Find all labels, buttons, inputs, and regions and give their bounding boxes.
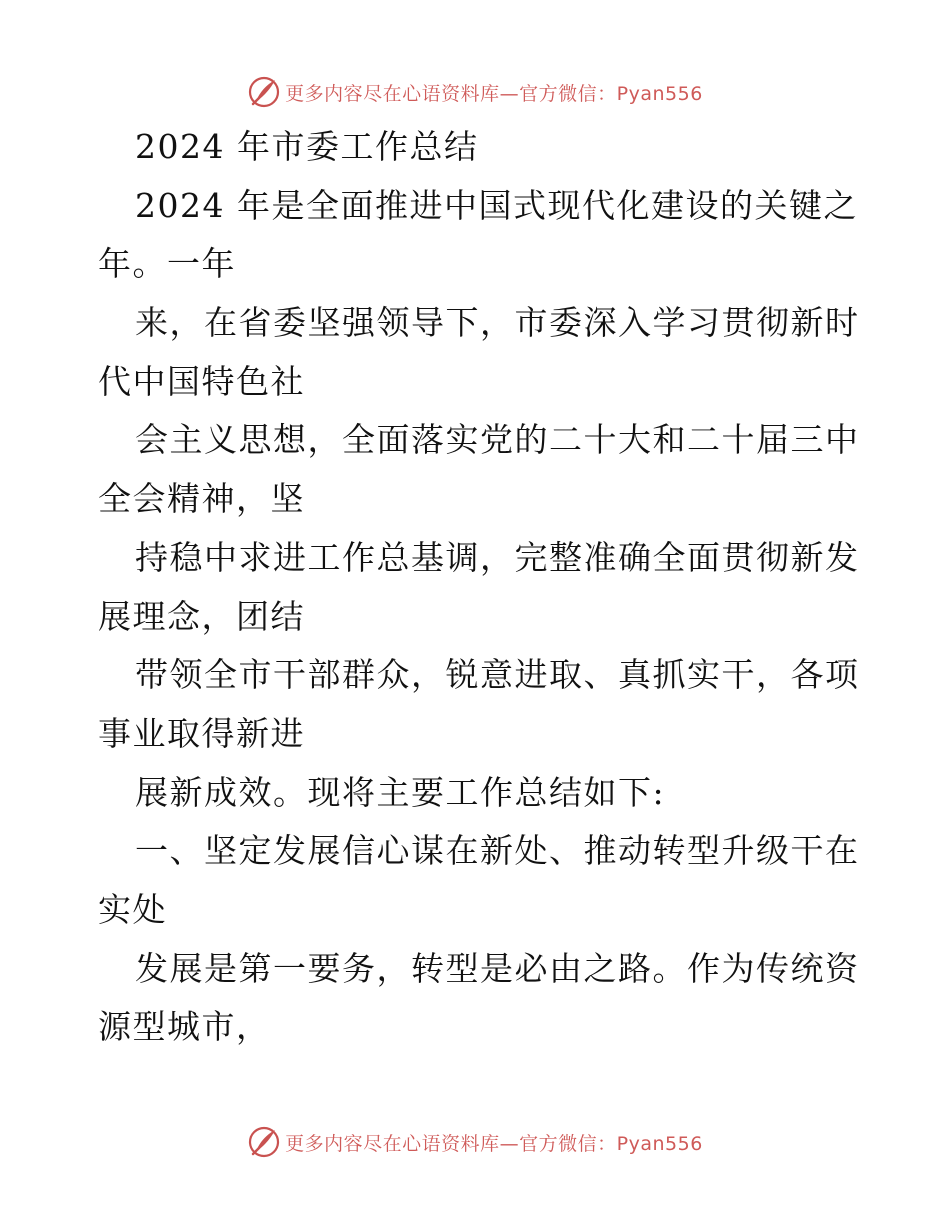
body-line: 来，在省委坚强领导下，市委深入学习贯彻新时	[135, 303, 860, 343]
body-line: 代中国特色社	[98, 361, 305, 401]
document-body	[98, 118, 858, 1057]
body-line: 发展是第一要务，转型是必由之路。作为传统资	[135, 948, 860, 988]
body-line: 持稳中求进工作总基调，完整准确全面贯彻新发	[135, 537, 860, 577]
body-line: 源型城市，	[98, 1007, 271, 1047]
footer-watermark	[0, 1122, 950, 1162]
feather-pen-logo-icon	[247, 75, 281, 109]
section-heading: 一、坚定发展信心谋在新处、推动转型升级干在	[135, 831, 860, 871]
body-line: 全会精神，坚	[98, 479, 305, 519]
body-line: 带领全市干部群众，锐意进取、真抓实干，各项	[135, 655, 860, 695]
body-line: 展理念，团结	[98, 596, 305, 636]
body-line: 会主义思想，全面落实党的二十大和二十届三中	[135, 420, 860, 460]
body-line: 2024 年是全面推进中国式现代化建设的关键之	[135, 185, 858, 225]
body-line: 展新成效。现将主要工作总结如下:	[135, 772, 666, 812]
watermark-text: 更多内容尽在心语资料库—官方微信：Pyan556	[285, 82, 703, 105]
body-line: 年。一年	[98, 244, 236, 284]
watermark-text: 更多内容尽在心语资料库—官方微信：Pyan556	[285, 1132, 703, 1155]
body-line: 事业取得新进	[98, 713, 305, 753]
feather-pen-logo-icon	[247, 1125, 281, 1159]
document-title: 2024 年市委工作总结	[135, 127, 479, 166]
header-watermark	[0, 72, 950, 112]
section-heading-continuation: 实处	[98, 889, 167, 929]
